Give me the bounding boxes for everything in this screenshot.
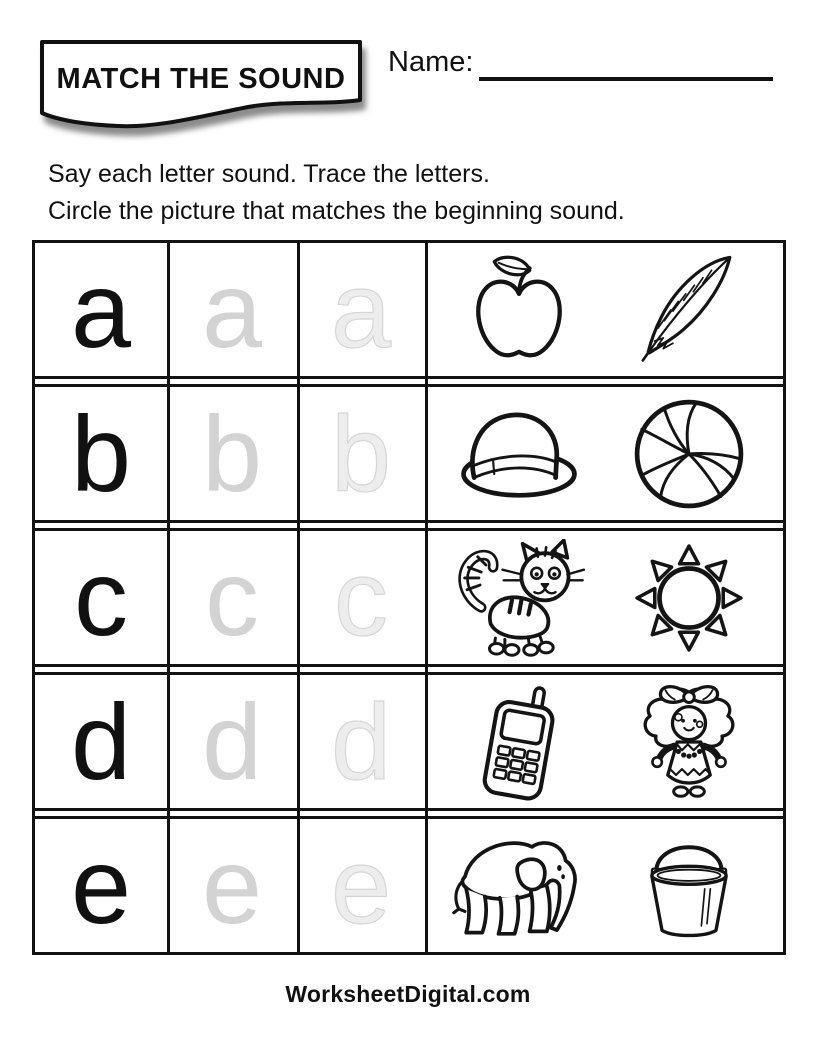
table-row-e: [35, 816, 783, 955]
trace-cell-d-1[interactable]: d: [201, 681, 263, 802]
trace-cell-e-1[interactable]: e: [201, 825, 263, 946]
trace-cell-e-2[interactable]: e: [330, 825, 392, 946]
letter-cell-e: e: [70, 825, 132, 946]
trace-cell-a-1[interactable]: a: [201, 249, 263, 370]
instruction-line-2: Circle the picture that matches the beginning sound.: [48, 197, 625, 225]
trace-cell-d-2[interactable]: d: [330, 681, 392, 802]
letter-cell-b: b: [70, 393, 132, 514]
pictures-cell-d: [425, 675, 783, 808]
elephant-image[interactable]: [444, 827, 594, 945]
pictures-cell-e: [425, 819, 783, 952]
sun-image[interactable]: [614, 539, 764, 657]
instructions: [48, 156, 625, 230]
table-row-c: [35, 528, 783, 667]
title-banner: [36, 36, 370, 140]
bucket-image[interactable]: [614, 827, 764, 945]
column-divider-3: [425, 240, 428, 955]
column-divider-1: [167, 240, 170, 955]
letter-cell-c: c: [74, 537, 128, 658]
feather-image[interactable]: [614, 251, 764, 369]
table-row-d: [35, 672, 783, 811]
trace-cell-c-1[interactable]: c: [205, 537, 259, 658]
table-row-b: [35, 384, 783, 523]
trace-cell-a-2[interactable]: a: [330, 249, 392, 370]
pictures-cell-a: [425, 243, 783, 376]
volleyball-image[interactable]: [614, 395, 764, 513]
doll-image[interactable]: [614, 683, 764, 801]
footer-site: WorksheetDigital.com: [285, 981, 531, 1007]
pictures-cell-b: [425, 387, 783, 520]
letter-cell-a: a: [70, 249, 132, 370]
trace-cell-b-2[interactable]: b: [330, 393, 392, 514]
match-table: [32, 240, 786, 955]
letter-cell-d: d: [70, 681, 132, 802]
table-row-a: [35, 240, 783, 379]
trace-cell-b-1[interactable]: b: [201, 393, 263, 514]
trace-cell-c-2[interactable]: c: [334, 537, 388, 658]
page-title: MATCH THE SOUND: [56, 63, 346, 95]
instruction-line-1: Say each letter sound. Trace the letters.: [48, 160, 490, 188]
name-input-line[interactable]: [479, 48, 773, 81]
hat-image[interactable]: [444, 395, 594, 513]
cat-image[interactable]: [444, 539, 594, 657]
name-label: Name:: [388, 46, 474, 78]
phone-image[interactable]: [444, 683, 594, 801]
column-divider-2: [297, 240, 300, 955]
apple-image[interactable]: [444, 251, 594, 369]
pictures-cell-c: [425, 531, 783, 664]
